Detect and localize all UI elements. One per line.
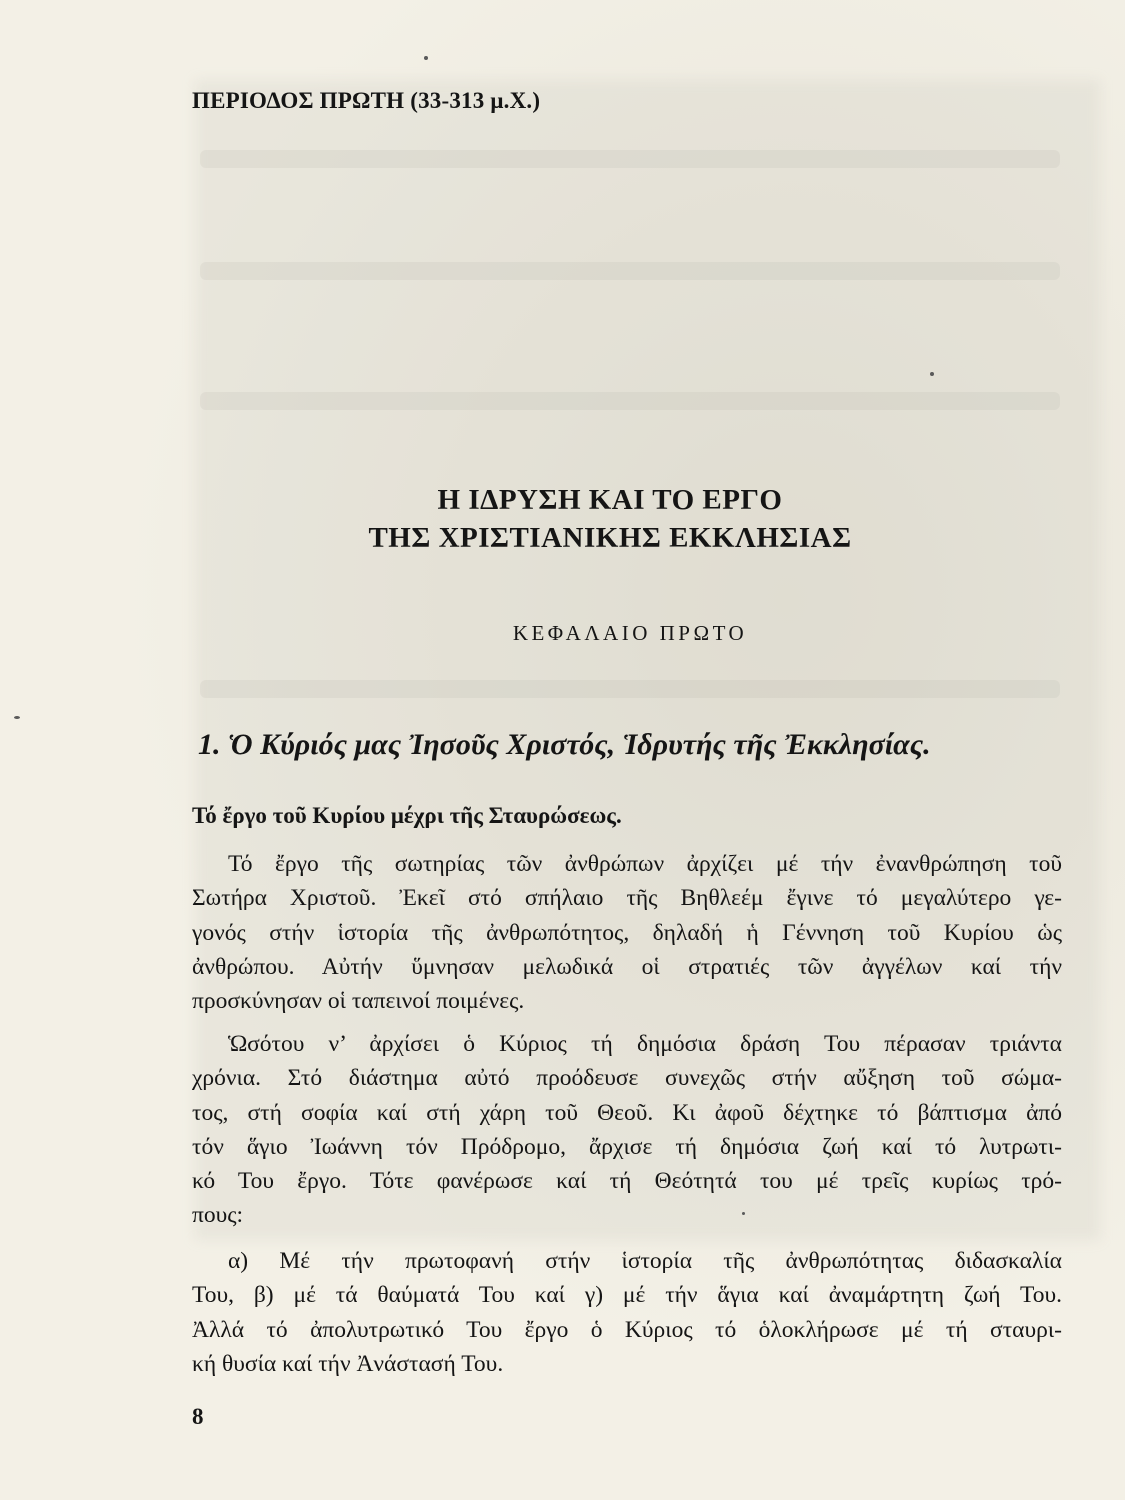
text-line: Τό ἔργο τῆς σωτηρίας τῶν ἀνθρώπων ἀρχίζει μέ τήν ἐνανθρώπηση τοῦ (228, 851, 1062, 877)
show-through-line (200, 262, 1060, 280)
paragraph-3 (192, 1244, 1062, 1381)
text-line: προσκύνησαν οἱ ταπεινοί ποιμένες. (192, 988, 525, 1015)
paragraph-1 (192, 847, 1062, 1018)
chapter-label: ΚΕΦΑΛΑΙΟ ΠΡΩΤΟ (512, 621, 748, 645)
subheading: Τό ἔργο τοῦ Κυρίου μέχρι τῆς Σταυρώσεως. (192, 803, 622, 828)
text-line: Του, β) μέ τά θαύματά Του καί γ) μέ τήν ἅγια καί ἀναμάρτητη ζωή Του. (192, 1282, 1062, 1309)
text-line: Ἀλλά τό ἀπολυτρωτικό Του ἔργο ὁ Κύριος τό ὁλοκλήρωσε μέ τή σταυρι- (192, 1316, 1062, 1343)
text-line: χρόνια. Στό διάστημα αὐτό προόδευσε συνεχῶς στήν αὔξηση τοῦ σώμα- (192, 1065, 1062, 1092)
text-line: α) Μέ τήν πρωτοφανή στήν ἱστορία τῆς ἀνθρωπότητας διδασκαλία (228, 1248, 1062, 1274)
text-line: πους: (192, 1202, 244, 1229)
dust-speck (14, 716, 20, 719)
dust-speck (424, 56, 428, 60)
section-heading: 1. Ὁ Κύριός μας Ἰησοῦς Χριστός, Ἱδρυτής τῆς Ἐκκλησίας. (198, 728, 931, 761)
text-line: γονός στήν ἱστορία τῆς ἀνθρωπότητος, δηλαδή ἡ Γέννηση τοῦ Κυρίου ὡς (192, 919, 1062, 946)
text-line: Σωτήρα Χριστοῦ. Ἐκεῖ στό σπήλαιο τῆς Βηθλεέμ ἔγινε τό μεγαλύτερο γε- (192, 885, 1062, 912)
show-through-line (200, 150, 1060, 168)
text-line: τος, στή σοφία καί στή χάρη τοῦ Θεοῦ. Κι ἀφοῦ δέχτηκε τό βάπτισμα ἀπό (192, 1099, 1062, 1126)
title-line-2: ΤΗΣ ΧΡΙΣΤΙΑΝΙΚΗΣ ΕΚΚΛΗΣΙΑΣ (368, 522, 852, 554)
title-line-1: Η ΙΔΡΥΣΗ ΚΑΙ ΤΟ ΕΡΓΟ (437, 484, 783, 516)
running-head: ΠΕΡΙΟΔΟΣ ΠΡΩΤΗ (33-313 μ.Χ.) (192, 88, 541, 113)
text-line: κό Του ἔργο. Τότε φανέρωσε καί τή Θεότητά του μέ τρεῖς κυρίως τρό- (192, 1168, 1062, 1195)
paragraph-2 (192, 1027, 1062, 1233)
text-line: ἀνθρώπου. Αὐτήν ὕμνησαν μελωδικά οἱ στρατιές τῶν ἀγγέλων καί τήν (192, 953, 1062, 980)
show-through-line (200, 392, 1060, 410)
text-line: κή θυσία καί τήν Ἀνάστασή Του. (192, 1350, 504, 1377)
text-line: τόν ἅγιο Ἰωάννη τόν Πρόδρομο, ἄρχισε τή δημόσια ζωή καί τό λυτρωτι- (192, 1133, 1062, 1160)
page-number: 8 (192, 1404, 204, 1429)
show-through-line (200, 680, 1060, 698)
dust-speck (930, 372, 934, 376)
text-line: Ὡσότου ν’ ἀρχίσει ὁ Κύριος τή δημόσια δράση Του πέρασαν τριάντα (228, 1031, 1062, 1057)
dust-speck (742, 1212, 745, 1215)
